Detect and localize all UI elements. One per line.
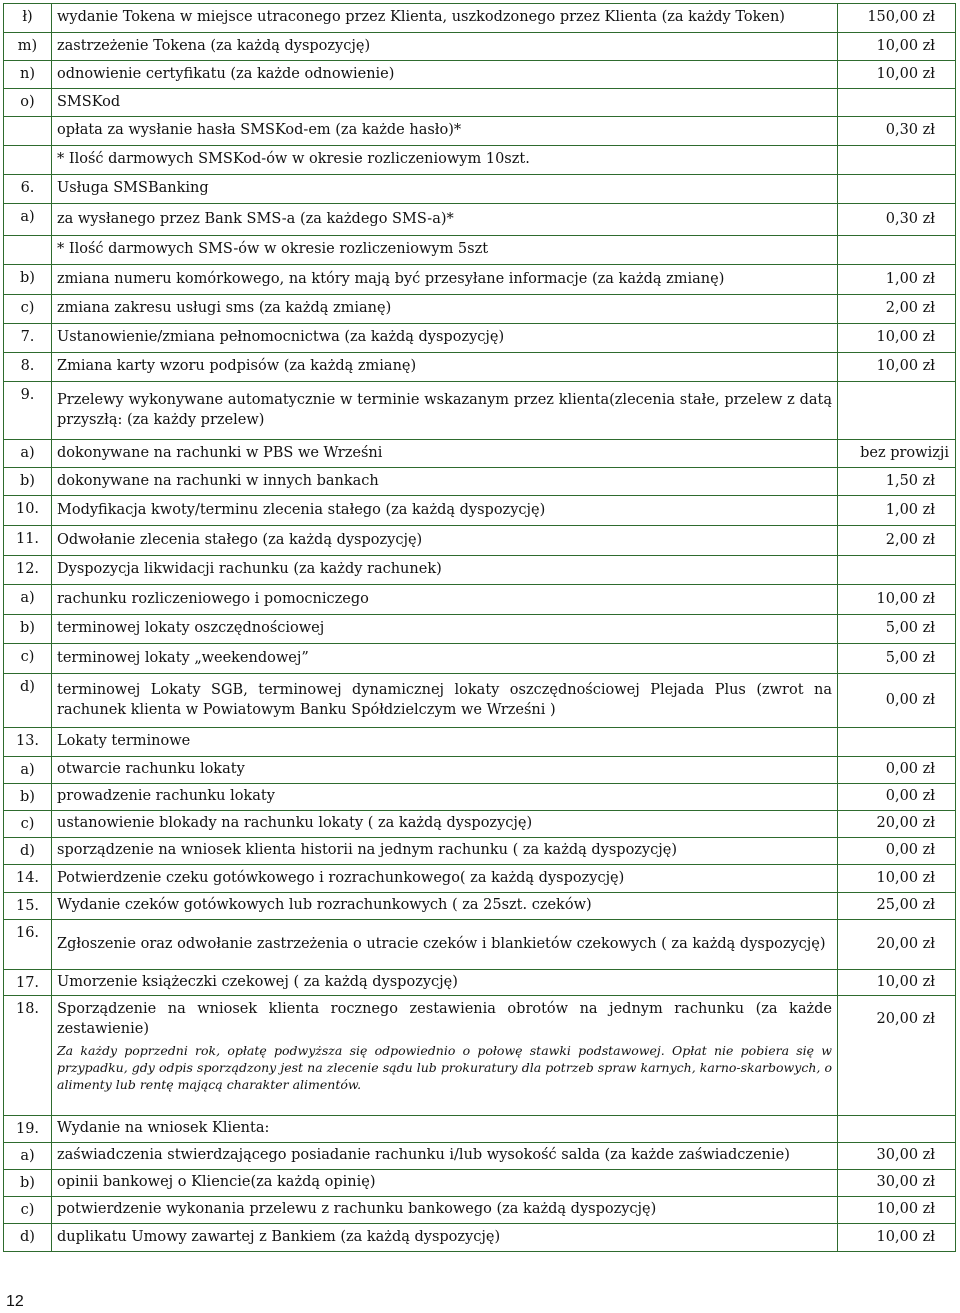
fee-item-index: d): [4, 1224, 52, 1252]
fee-row: [4, 615, 956, 644]
fee-item-description: odnowienie certyfikatu (za każde odnowienie): [52, 61, 838, 89]
fee-row: [4, 1143, 956, 1170]
fee-item-index: [4, 146, 52, 175]
fee-item-index: c): [4, 644, 52, 674]
fee-item-description: rachunku rozliczeniowego i pomocniczego: [52, 585, 838, 615]
fee-row: [4, 1224, 956, 1252]
fee-row: [4, 496, 956, 526]
fee-row: [4, 865, 956, 893]
fee-item-description: prowadzenie rachunku lokaty: [52, 784, 838, 811]
fee-item-index: b): [4, 265, 52, 295]
fee-row: [4, 175, 956, 204]
fee-item-description: terminowej lokaty „weekendowej”: [52, 644, 838, 674]
fee-item-description: Modyfikacja kwoty/terminu zlecenia stałego (za każdą dyspozycję): [52, 496, 838, 526]
fee-row: [4, 811, 956, 838]
fee-item-amount: [838, 382, 956, 440]
fee-row: [4, 265, 956, 295]
fee-item-description: dokonywane na rachunki w PBS we Wrześni: [52, 440, 838, 468]
fee-row: [4, 295, 956, 324]
fee-item-amount: 0,00 zł: [838, 784, 956, 811]
fee-item-index: 16.: [4, 920, 52, 970]
fee-row: [4, 146, 956, 175]
fee-item-index: 13.: [4, 728, 52, 757]
fee-item-amount: 10,00 zł: [838, 61, 956, 89]
fee-item-amount: 10,00 zł: [838, 353, 956, 382]
fee-item-amount: [838, 175, 956, 204]
fee-row: [4, 61, 956, 89]
fee-item-amount: 20,00 zł: [838, 811, 956, 838]
fee-item-index: 15.: [4, 893, 52, 920]
fee-item-index: 6.: [4, 175, 52, 204]
fee-row: [4, 204, 956, 236]
fee-item-amount: 10,00 zł: [838, 865, 956, 893]
fee-item-index: b): [4, 1170, 52, 1197]
fee-item-amount: 1,50 zł: [838, 468, 956, 496]
fee-item-amount: 10,00 zł: [838, 1224, 956, 1252]
fee-item-amount: 0,00 zł: [838, 757, 956, 784]
fee-item-index: a): [4, 757, 52, 784]
fee-row: [4, 382, 956, 440]
fee-item-description: Lokaty terminowe: [52, 728, 838, 757]
fee-item-index: a): [4, 585, 52, 615]
fee-item-description: dokonywane na rachunki w innych bankach: [52, 468, 838, 496]
fee-item-description: zmiana zakresu usługi sms (za każdą zmianę): [52, 295, 838, 324]
fee-item-amount: 5,00 zł: [838, 615, 956, 644]
fee-item-amount: [838, 89, 956, 117]
fee-item-amount: 150,00 zł: [838, 4, 956, 33]
fee-item-description: Potwierdzenie czeku gotówkowego i rozrachunkowego( za każdą dyspozycję): [52, 865, 838, 893]
fee-row: [4, 970, 956, 996]
fee-row: [4, 353, 956, 382]
fee-item-description: wydanie Tokena w miejsce utraconego przez Klienta, uszkodzonego przez Klienta (za każdy Token): [52, 4, 838, 33]
fee-item-amount: 1,00 zł: [838, 265, 956, 295]
fee-item-amount: 0,30 zł: [838, 204, 956, 236]
fee-item-amount: [838, 556, 956, 585]
fee-item-index: 19.: [4, 1116, 52, 1143]
fee-item-amount: 20,00 zł: [838, 920, 956, 970]
fee-item-description: * Ilość darmowych SMS-ów w okresie rozliczeniowym 5szt: [52, 236, 838, 265]
fee-row: [4, 117, 956, 146]
fee-item-index: c): [4, 1197, 52, 1224]
fee-table-body: [4, 4, 956, 1252]
fee-item-amount: 2,00 zł: [838, 295, 956, 324]
fee-row: [4, 644, 956, 674]
fee-row: [4, 526, 956, 556]
fee-row: [4, 728, 956, 757]
fee-item-index: c): [4, 295, 52, 324]
fee-item-description: opinii bankowej o Kliencie(za każdą opinię): [52, 1170, 838, 1197]
fee-item-index: 11.: [4, 526, 52, 556]
fee-item-description: Ustanowienie/zmiana pełnomocnictwa (za każdą dyspozycję): [52, 324, 838, 353]
fee-row: [4, 236, 956, 265]
fee-item-description: Wydanie czeków gotówkowych lub rozrachunkowych ( za 25szt. czeków): [52, 893, 838, 920]
fee-item-index: [4, 236, 52, 265]
fee-item-index: a): [4, 204, 52, 236]
fee-item-index: 10.: [4, 496, 52, 526]
fee-item-description: ustanowienie blokady na rachunku lokaty ( za każdą dyspozycję): [52, 811, 838, 838]
fee-item-index: m): [4, 33, 52, 61]
fee-row: [4, 674, 956, 728]
fee-item-amount: [838, 728, 956, 757]
fee-item-amount: 10,00 zł: [838, 1197, 956, 1224]
fee-item-index: 8.: [4, 353, 52, 382]
fee-row: [4, 1116, 956, 1143]
fee-item-description: terminowej Lokaty SGB, terminowej dynamicznej lokaty oszczędnościowej Plejada Plus (zwrot na rachunek klienta w Powiatowym Banku Spółdzielczym we Wrześni ): [52, 674, 838, 728]
fee-item-description: Usługa SMSBanking: [52, 175, 838, 204]
fee-item-amount: 5,00 zł: [838, 644, 956, 674]
fee-row: [4, 585, 956, 615]
fee-item-amount: [838, 1116, 956, 1143]
fee-row: [4, 468, 956, 496]
fee-row: [4, 784, 956, 811]
fee-item-index: a): [4, 440, 52, 468]
fee-item-description: za wysłanego przez Bank SMS-a (za każdego SMS-a)*: [52, 204, 838, 236]
fee-row: [4, 556, 956, 585]
fee-item-amount: 0,00 zł: [838, 838, 956, 865]
fee-item-description: opłata za wysłanie hasła SMSKod-em (za każde hasło)*: [52, 117, 838, 146]
fee-item-amount: 0,30 zł: [838, 117, 956, 146]
page-number: 12: [6, 1293, 24, 1310]
fee-row: [4, 4, 956, 33]
fee-item-description: duplikatu Umowy zawartej z Bankiem (za każdą dyspozycję): [52, 1224, 838, 1252]
fee-item-amount: 10,00 zł: [838, 33, 956, 61]
fee-item-index: a): [4, 1143, 52, 1170]
fee-item-amount: 0,00 zł: [838, 674, 956, 728]
fee-item-index: 9.: [4, 382, 52, 440]
fee-item-index: ł): [4, 4, 52, 33]
fee-item-amount: 25,00 zł: [838, 893, 956, 920]
fee-row: [4, 757, 956, 784]
fee-item-amount: 10,00 zł: [838, 970, 956, 996]
fee-item-description: Przelewy wykonywane automatycznie w terminie wskazanym przez klienta(zlecenia stałe, przelew z datą przyszłą: (za każdy przelew): [52, 382, 838, 440]
fee-item-index: b): [4, 615, 52, 644]
fee-row: [4, 89, 956, 117]
fee-item-description: SMSKod: [52, 89, 838, 117]
fee-row: [4, 996, 956, 1116]
fee-item-amount: 1,00 zł: [838, 496, 956, 526]
fee-item-description: * Ilość darmowych SMSKod-ów w okresie rozliczeniowym 10szt.: [52, 146, 838, 175]
fee-item-index: 7.: [4, 324, 52, 353]
fee-item-description: Odwołanie zlecenia stałego (za każdą dyspozycję): [52, 526, 838, 556]
fee-item-index: d): [4, 674, 52, 728]
fee-item-description: zastrzeżenie Tokena (za każdą dyspozycję): [52, 33, 838, 61]
fee-item-description: potwierdzenie wykonania przelewu z rachunku bankowego (za każdą dyspozycję): [52, 1197, 838, 1224]
fee-item-description: Wydanie na wniosek Klienta:: [52, 1116, 838, 1143]
fee-item-index: d): [4, 838, 52, 865]
fee-schedule-table: [3, 3, 956, 1252]
fee-item-description: zaświadczenia stwierdzającego posiadanie rachunku i/lub wysokość salda (za każde zaświadczenie): [52, 1143, 838, 1170]
fee-item-index: c): [4, 811, 52, 838]
fee-item-description: [52, 996, 838, 1116]
fee-item-description: Zmiana karty wzoru podpisów (za każdą zmianę): [52, 353, 838, 382]
fee-item-note: Za każdy poprzedni rok, opłatę podwyższa się odpowiednio o połowę stawki podstawowej. Opłat nie pobiera się w przypadku, gdy odpis sporządzony jest na zlecenie sądu lub prokuratury dla potrzeb spraw karnych, karno-skarbowych, o alimenty lub rentę mającą charakter alimentów.: [57, 1043, 832, 1092]
fee-item-amount: 30,00 zł: [838, 1170, 956, 1197]
fee-row: [4, 893, 956, 920]
fee-item-amount: 20,00 zł: [838, 996, 956, 1116]
fee-item-amount: 2,00 zł: [838, 526, 956, 556]
fee-row: [4, 838, 956, 865]
fee-row: [4, 440, 956, 468]
fee-item-index: 17.: [4, 970, 52, 996]
fee-item-amount: 10,00 zł: [838, 324, 956, 353]
fee-item-index: 12.: [4, 556, 52, 585]
fee-item-index: o): [4, 89, 52, 117]
fee-row: [4, 1197, 956, 1224]
fee-item-amount: [838, 146, 956, 175]
fee-item-index: 18.: [4, 996, 52, 1116]
fee-item-description-text: Sporządzenie na wniosek klienta rocznego zestawienia obrotów na jednym rachunku (za każde zestawienie): [57, 1001, 832, 1037]
fee-item-description: zmiana numeru komórkowego, na który mają być przesyłane informacje (za każdą zmianę): [52, 265, 838, 295]
fee-row: [4, 1170, 956, 1197]
fee-item-amount: 30,00 zł: [838, 1143, 956, 1170]
fee-item-amount: bez prowizji: [838, 440, 956, 468]
fee-row: [4, 324, 956, 353]
fee-item-index: n): [4, 61, 52, 89]
fee-item-amount: [838, 236, 956, 265]
fee-row: [4, 33, 956, 61]
fee-item-description: Dyspozycja likwidacji rachunku (za każdy rachunek): [52, 556, 838, 585]
fee-item-description: sporządzenie na wniosek klienta historii na jednym rachunku ( za każdą dyspozycję): [52, 838, 838, 865]
fee-item-index: [4, 117, 52, 146]
fee-item-index: b): [4, 784, 52, 811]
fee-item-description: Umorzenie książeczki czekowej ( za każdą dyspozycję): [52, 970, 838, 996]
fee-item-index: b): [4, 468, 52, 496]
fee-item-description: terminowej lokaty oszczędnościowej: [52, 615, 838, 644]
fee-item-description: otwarcie rachunku lokaty: [52, 757, 838, 784]
fee-row: [4, 920, 956, 970]
fee-item-amount: 10,00 zł: [838, 585, 956, 615]
fee-item-index: 14.: [4, 865, 52, 893]
fee-item-description: Zgłoszenie oraz odwołanie zastrzeżenia o utracie czeków i blankietów czekowych ( za każdą dyspozycję): [52, 920, 838, 970]
